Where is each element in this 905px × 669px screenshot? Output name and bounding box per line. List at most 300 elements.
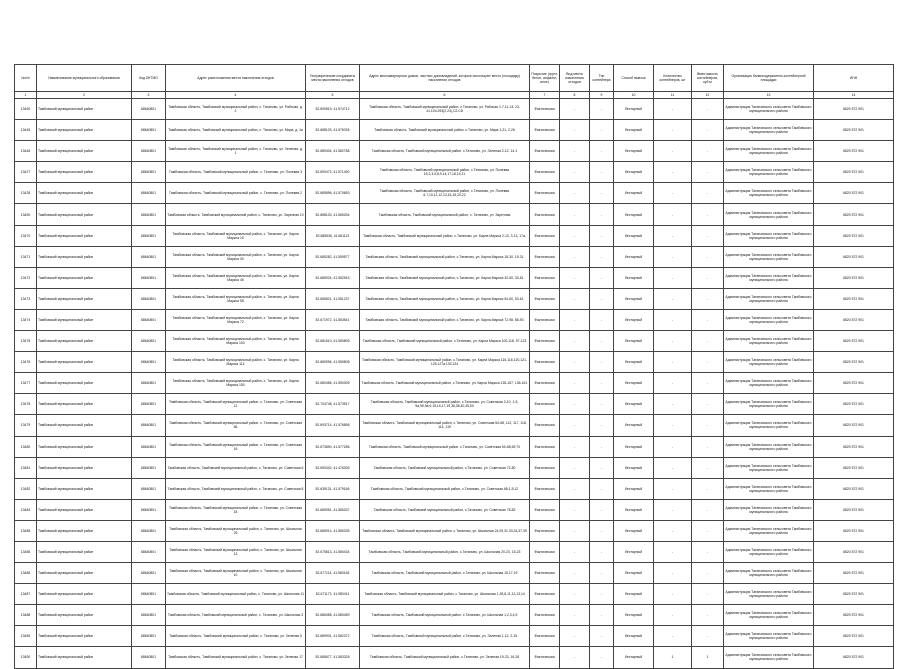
container-type-cell: - bbox=[590, 204, 614, 225]
owner-org-cell: Администрация Татановского сельсовета Тамбовского муниципального района bbox=[724, 288, 814, 309]
inn-cell: 6820 572 901 bbox=[814, 436, 894, 457]
inn-cell: 6820 572 901 bbox=[814, 478, 894, 499]
site-address-cell: Тамбовская область, Тамбовский муниципальный район, с. Татаново, ул. Карла Маркса 72 bbox=[166, 309, 306, 330]
container-type-cell: - bbox=[590, 183, 614, 204]
row-number: 13479 bbox=[15, 415, 37, 436]
site-address-cell: Тамбовская область, Тамбовский муниципальный район, с. Татаново, ул. Карла Маркса 114 bbox=[166, 352, 306, 373]
owner-org-cell: Администрация Татановского сельсовета Тамбовского муниципального района bbox=[724, 331, 814, 352]
inn-cell: 6820 572 901 bbox=[814, 120, 894, 141]
container-type-cell: - bbox=[590, 647, 614, 668]
inn-cell: 6820 572 901 bbox=[814, 162, 894, 183]
site-address-cell: Тамбовская область, Тамбовский муниципальный район, с. Татаново, ул. Школьная 13 bbox=[166, 541, 306, 562]
table-row bbox=[15, 415, 894, 436]
table-row bbox=[15, 373, 894, 394]
container-count-cell: - bbox=[654, 605, 692, 626]
container-type-cell: - bbox=[590, 141, 614, 162]
surface-cell: Фактическая bbox=[530, 436, 560, 457]
site-address-cell: Тамбовская область, Тамбовский муниципальный район, с. Татаново, ул. Школьная 3 bbox=[166, 605, 306, 626]
site-address-cell: Тамбовская область, Тамбовский муниципальный район, с. Татаново, ул. Полевая 3 bbox=[166, 162, 306, 183]
container-count-cell: - bbox=[654, 352, 692, 373]
container-volume-cell: - bbox=[692, 415, 724, 436]
site-address-cell: Тамбовская область, Тамбовский муниципальный район, с. Татаново, ул. Мира, д. 1а bbox=[166, 120, 306, 141]
coordinates-cell: 52.689404, 41.582788 bbox=[306, 141, 360, 162]
table-row bbox=[15, 499, 894, 520]
container-type-cell: - bbox=[590, 120, 614, 141]
column-number: 13 bbox=[724, 92, 814, 99]
inn-cell: 6820 572 901 bbox=[814, 183, 894, 204]
owner-org-cell: Администрация Татановского сельсовета Тамбовского муниципального района bbox=[724, 162, 814, 183]
site-kind-cell: - bbox=[560, 352, 590, 373]
inn-cell: 6820 572 901 bbox=[814, 373, 894, 394]
served-addresses-cell: Тамбовская область, Тамбовский муниципальный район, с.Татаново, ул. Карла Маркса 72-98, 85-93 bbox=[360, 309, 530, 330]
row-number: 13474 bbox=[15, 309, 37, 330]
municipality-cell: Тамбовский муниципальный район bbox=[37, 394, 132, 415]
removal-method-cell: бестарный bbox=[614, 120, 654, 141]
container-count-cell: - bbox=[654, 394, 692, 415]
municipality-cell: Тамбовский муниципальный район bbox=[37, 626, 132, 647]
container-type-cell: - bbox=[590, 457, 614, 478]
container-volume-cell: - bbox=[692, 352, 724, 373]
coordinates-cell: 52.673890, 41.577286 bbox=[306, 436, 360, 457]
container-count-cell: - bbox=[654, 436, 692, 457]
owner-org-cell: Администрация Татановского сельсовета Тамбовского муниципального района bbox=[724, 141, 814, 162]
container-count-cell: - bbox=[654, 204, 692, 225]
oktmo-cell: 68640801 bbox=[132, 309, 166, 330]
municipality-cell: Тамбовский муниципальный район bbox=[37, 246, 132, 267]
coordinates-cell: 52.671972, 41.553541 bbox=[306, 309, 360, 330]
served-addresses-cell: Тамбовская область, Тамбовский муниципальный район, с.Татаново, ул. Советская 54-68, 112, 117, 118, 114, 119 bbox=[360, 415, 530, 436]
served-addresses-cell: Тамбовская область, Тамбовский муниципальный район, с.Татаново, ул. Школьная 24,29,31,33,34,37,39 bbox=[360, 520, 530, 541]
site-kind-cell: - bbox=[560, 331, 590, 352]
coordinates-cell: 52.685924, 41.552943 bbox=[306, 267, 360, 288]
container-volume-cell: - bbox=[692, 162, 724, 183]
column-number: 1 bbox=[15, 92, 37, 99]
inn-cell: 6820 572 901 bbox=[814, 288, 894, 309]
inn-cell: 6820 572 901 bbox=[814, 499, 894, 520]
table-row bbox=[15, 331, 894, 352]
coordinates-cell: 52.688103, 41.576035 bbox=[306, 120, 360, 141]
removal-method-cell: бестарный bbox=[614, 288, 654, 309]
surface-cell: Фактическая bbox=[530, 499, 560, 520]
inn-cell: 6820 572 901 bbox=[814, 352, 894, 373]
municipality-cell: Тамбовский муниципальный район bbox=[37, 457, 132, 478]
owner-org-cell: Администрация Татановского сельсовета Тамбовского муниципального района bbox=[724, 605, 814, 626]
site-kind-cell: - bbox=[560, 457, 590, 478]
row-number: 13450 bbox=[15, 204, 37, 225]
removal-method-cell: бестарный bbox=[614, 436, 654, 457]
site-address-cell: Тамбовская область, Тамбовский муниципальный район, с. Татаново, ул. Советская 12 bbox=[166, 394, 306, 415]
oktmo-cell: 68640801 bbox=[132, 204, 166, 225]
column-header: Код ОКТМО bbox=[132, 65, 166, 92]
table-row bbox=[15, 246, 894, 267]
table-row bbox=[15, 563, 894, 584]
row-number: 13481 bbox=[15, 457, 37, 478]
site-kind-cell: - bbox=[560, 584, 590, 605]
removal-method-cell: бестарный bbox=[614, 457, 654, 478]
site-address-cell: Тамбовская область, Тамбовский муниципальный район, с. Татаново, ул. Карла Маркса 30 bbox=[166, 246, 306, 267]
surface-cell: Фактическая bbox=[530, 204, 560, 225]
municipality-cell: Тамбовский муниципальный район bbox=[37, 541, 132, 562]
row-number: 13486 bbox=[15, 541, 37, 562]
column-header: Способ вывоза bbox=[614, 65, 654, 92]
site-address-cell: Тамбовская область, Тамбовский муниципальный район, с. Татаново, ул. Зеленая 17 bbox=[166, 647, 306, 668]
served-addresses-cell: Тамбовская область, Тамбовский муниципальный район, с.Татаново, ул. Школьная 1,3б,8,11,12,13,14 bbox=[360, 584, 530, 605]
served-addresses-cell: Тамбовская область, Тамбовский муниципальный район, с.Татаново, ул. Советская 60-68,69,70 bbox=[360, 436, 530, 457]
site-kind-cell: - bbox=[560, 520, 590, 541]
table-row bbox=[15, 478, 894, 499]
row-number: 13476 bbox=[15, 352, 37, 373]
owner-org-cell: Администрация Татановского сельсовета Тамбовского муниципального района bbox=[724, 563, 814, 584]
coordinates-cell: 52.690472, 41.571490 bbox=[306, 162, 360, 183]
removal-method-cell: бестарный bbox=[614, 541, 654, 562]
column-number: 11 bbox=[654, 92, 692, 99]
row-number: 13475 bbox=[15, 331, 37, 352]
surface-cell: Фактическая bbox=[530, 331, 560, 352]
column-header: №п/п bbox=[15, 65, 37, 92]
inn-cell: 6820 572 901 bbox=[814, 141, 894, 162]
inn-cell: 6820 572 901 bbox=[814, 626, 894, 647]
row-number: 13445 bbox=[15, 120, 37, 141]
column-header: Адрес расположения места накопления отходов bbox=[166, 65, 306, 92]
register-sheet bbox=[14, 64, 893, 669]
site-address-cell: Тамбовская область, Тамбовский муниципальный район, с. Татаново, ул. Советская 16 bbox=[166, 436, 306, 457]
oktmo-cell: 68640801 bbox=[132, 373, 166, 394]
container-volume-cell: - bbox=[692, 141, 724, 162]
site-kind-cell: - bbox=[560, 394, 590, 415]
site-kind-cell: - bbox=[560, 436, 590, 457]
container-type-cell: - bbox=[590, 162, 614, 183]
oktmo-cell: 68640801 bbox=[132, 478, 166, 499]
surface-cell: Фактическая bbox=[530, 520, 560, 541]
removal-method-cell: бестарный bbox=[614, 626, 654, 647]
container-type-cell: - bbox=[590, 331, 614, 352]
oktmo-cell: 68640801 bbox=[132, 225, 166, 246]
removal-method-cell: бестарный bbox=[614, 183, 654, 204]
served-addresses-cell: Тамбовская область, Тамбовский муниципальный район, с.Татаново, ул. Карла Маркса 100-118, 97-123 bbox=[360, 331, 530, 352]
site-kind-cell: - bbox=[560, 563, 590, 584]
container-count-cell: - bbox=[654, 415, 692, 436]
container-count-cell: - bbox=[654, 141, 692, 162]
table-row bbox=[15, 457, 894, 478]
municipality-cell: Тамбовский муниципальный район bbox=[37, 267, 132, 288]
oktmo-cell: 68640801 bbox=[132, 626, 166, 647]
site-kind-cell: - bbox=[560, 499, 590, 520]
oktmo-cell: 68640801 bbox=[132, 183, 166, 204]
container-volume-cell: 1 bbox=[692, 647, 724, 668]
site-address-cell: Тамбовская область, Тамбовский муниципальный район, с. Татаново, ул. Рабочая, д. 2 bbox=[166, 99, 306, 120]
municipality-cell: Тамбовский муниципальный район bbox=[37, 183, 132, 204]
row-number: 13488 bbox=[15, 605, 37, 626]
container-count-cell: - bbox=[654, 457, 692, 478]
row-number: 13428 bbox=[15, 183, 37, 204]
column-header: Вместимость контейнеров, куб.м bbox=[692, 65, 724, 92]
container-volume-cell: - bbox=[692, 225, 724, 246]
table-row bbox=[15, 584, 894, 605]
municipality-cell: Тамбовский муниципальный район bbox=[37, 288, 132, 309]
removal-method-cell: бестарный bbox=[614, 394, 654, 415]
container-volume-cell: - bbox=[692, 499, 724, 520]
municipality-cell: Тамбовский муниципальный район bbox=[37, 309, 132, 330]
removal-method-cell: бестарный bbox=[614, 352, 654, 373]
container-volume-cell: - bbox=[692, 626, 724, 647]
owner-org-cell: Администрация Татановского сельсовета Тамбовского муниципального района bbox=[724, 204, 814, 225]
coordinates-cell: 52.671172, 41.980411 bbox=[306, 584, 360, 605]
surface-cell: Фактическая bbox=[530, 162, 560, 183]
container-type-cell: - bbox=[590, 541, 614, 562]
inn-cell: 6820 572 901 bbox=[814, 331, 894, 352]
served-addresses-cell: Тамбовская область, Тамбовский муниципальный район, с.Татаново, ул. Советская 2-10, 1-5, 9а,9б,9в,9,15,16,17,19,36,38,40,45,50 bbox=[360, 394, 530, 415]
served-addresses-cell: Тамбовская область, Тамбовский муниципальный район, с.Татаново, ул. Карла Маркса 18-30, 19-31 bbox=[360, 246, 530, 267]
table-row bbox=[15, 204, 894, 225]
coordinates-cell: 52.685951, 41.580337 bbox=[306, 499, 360, 520]
column-number: 5 bbox=[306, 92, 360, 99]
container-volume-cell: - bbox=[692, 120, 724, 141]
row-number: 13486 bbox=[15, 563, 37, 584]
row-number: 13487 bbox=[15, 584, 37, 605]
site-kind-cell: - bbox=[560, 478, 590, 499]
served-addresses-cell: Тамбовская область, Тамбовский муниципальный район, с.Татаново, ул. Карла Маркса 116,118,120,121-125,127а,133,134 bbox=[360, 352, 530, 373]
owner-org-cell: Администрация Татановского сельсовета Тамбовского муниципального района bbox=[724, 647, 814, 668]
oktmo-cell: 68640801 bbox=[132, 499, 166, 520]
row-number: 13450 bbox=[15, 99, 37, 120]
container-count-cell: - bbox=[654, 246, 692, 267]
site-address-cell: Тамбовская область, Тамбовский муниципальный район, с. Татаново, ул. Зеленая 5 bbox=[166, 626, 306, 647]
coordinates-cell: 52.685821, 41.551237 bbox=[306, 288, 360, 309]
owner-org-cell: Администрация Татановского сельсовета Тамбовского муниципального района bbox=[724, 478, 814, 499]
column-number: 12 bbox=[692, 92, 724, 99]
container-type-cell: - bbox=[590, 605, 614, 626]
row-number: 13427 bbox=[15, 162, 37, 183]
removal-method-cell: бестарный bbox=[614, 373, 654, 394]
owner-org-cell: Администрация Татановского сельсовета Тамбовского муниципального района bbox=[724, 394, 814, 415]
inn-cell: 6820 572 901 bbox=[814, 204, 894, 225]
served-addresses-cell: Тамбовская область, Тамбовский муниципальный район, с.Татаново, ул. Карла Маркса 32-50, 33-51 bbox=[360, 267, 530, 288]
container-count-cell: - bbox=[654, 373, 692, 394]
column-number: 3 bbox=[132, 92, 166, 99]
container-count-cell: - bbox=[654, 541, 692, 562]
served-addresses-cell: Тамбовская область, Тамбовский муниципальный район, с.Татаново, ул. Зеленая 1-12, 2-15 bbox=[360, 626, 530, 647]
table-body bbox=[15, 99, 894, 669]
container-volume-cell: - bbox=[692, 309, 724, 330]
table-row bbox=[15, 626, 894, 647]
column-header: Покрытие (грунт, бетон, асфальт, иное) bbox=[530, 65, 560, 92]
row-number: 13490 bbox=[15, 647, 37, 668]
removal-method-cell: бестарный bbox=[614, 246, 654, 267]
container-volume-cell: - bbox=[692, 267, 724, 288]
container-count-cell: - bbox=[654, 520, 692, 541]
column-header: Вид места накопления отходов bbox=[560, 65, 590, 92]
container-volume-cell: - bbox=[692, 183, 724, 204]
removal-method-cell: бестарный bbox=[614, 331, 654, 352]
row-number: 13472 bbox=[15, 267, 37, 288]
container-count-cell: - bbox=[654, 499, 692, 520]
container-volume-cell: - bbox=[692, 605, 724, 626]
row-number: 13485 bbox=[15, 520, 37, 541]
container-count-cell: - bbox=[654, 162, 692, 183]
table-row bbox=[15, 288, 894, 309]
site-address-cell: Тамбовская область, Тамбовский муниципальный район, с. Татаново, ул. Заречная 10 bbox=[166, 204, 306, 225]
surface-cell: Фактическая bbox=[530, 563, 560, 584]
coordinates-cell: 52.685282, 41.559577 bbox=[306, 246, 360, 267]
served-addresses-cell: Тамбовская область, Тамбовский муниципальный район, с.Татаново, ул. Советская 78-83 bbox=[360, 499, 530, 520]
container-type-cell: - bbox=[590, 478, 614, 499]
container-count-cell: - bbox=[654, 288, 692, 309]
column-header: Наименование муниципального образования bbox=[37, 65, 132, 92]
owner-org-cell: Администрация Татановского сельсовета Тамбовского муниципального района bbox=[724, 520, 814, 541]
site-kind-cell: - bbox=[560, 246, 590, 267]
surface-cell: Фактическая bbox=[530, 626, 560, 647]
table-row bbox=[15, 647, 894, 668]
surface-cell: Фактическая bbox=[530, 647, 560, 668]
row-number: 13478 bbox=[15, 394, 37, 415]
surface-cell: Фактическая bbox=[530, 415, 560, 436]
container-count-cell: - bbox=[654, 563, 692, 584]
site-kind-cell: - bbox=[560, 541, 590, 562]
site-address-cell: Тамбовская область, Тамбовский муниципальный район, с. Татаново, ул. Школьная 11 bbox=[166, 584, 306, 605]
site-kind-cell: - bbox=[560, 605, 590, 626]
inn-cell: 6820 572 901 bbox=[814, 584, 894, 605]
column-header: Адрес многоквартирных домов, частных домовладений, которые используют место (площадку) накопления отходов bbox=[360, 65, 530, 92]
oktmo-cell: 68640801 bbox=[132, 120, 166, 141]
container-count-cell: - bbox=[654, 309, 692, 330]
municipality-cell: Тамбовский муниципальный район bbox=[37, 499, 132, 520]
inn-cell: 6820 572 901 bbox=[814, 563, 894, 584]
oktmo-cell: 68640801 bbox=[132, 647, 166, 668]
container-count-cell: - bbox=[654, 225, 692, 246]
oktmo-cell: 68640801 bbox=[132, 563, 166, 584]
oktmo-cell: 68640801 bbox=[132, 141, 166, 162]
container-volume-cell: - bbox=[692, 394, 724, 415]
table-row bbox=[15, 99, 894, 120]
container-count-cell: - bbox=[654, 331, 692, 352]
column-header: Географические координаты места накопления отходов bbox=[306, 65, 360, 92]
container-volume-cell: - bbox=[692, 563, 724, 584]
owner-org-cell: Администрация Татановского сельсовета Тамбовского муниципального района bbox=[724, 267, 814, 288]
surface-cell: Фактическая bbox=[530, 99, 560, 120]
municipality-cell: Тамбовский муниципальный район bbox=[37, 120, 132, 141]
container-volume-cell: - bbox=[692, 288, 724, 309]
site-kind-cell: - bbox=[560, 267, 590, 288]
container-volume-cell: - bbox=[692, 584, 724, 605]
container-count-cell: - bbox=[654, 120, 692, 141]
container-volume-cell: - bbox=[692, 331, 724, 352]
site-address-cell: Тамбовская область, Тамбовский муниципальный район, с. Татаново, ул. Советская 18 bbox=[166, 499, 306, 520]
container-type-cell: - bbox=[590, 99, 614, 120]
container-volume-cell: - bbox=[692, 246, 724, 267]
row-number: 13477 bbox=[15, 373, 37, 394]
municipality-cell: Тамбовский муниципальный район bbox=[37, 605, 132, 626]
served-addresses-cell: Тамбовская область, Тамбовский муниципальный район, с.Татаново, ул. Полевая 6,7,10,11,12,13,15,16,20,22 bbox=[360, 183, 530, 204]
container-count-cell: 1 bbox=[654, 647, 692, 668]
column-number: 9 bbox=[590, 92, 614, 99]
site-address-cell: Тамбовская область, Тамбовский муниципальный район, с. Татаново, ул. Полевая 2 bbox=[166, 183, 306, 204]
removal-method-cell: бестарный bbox=[614, 225, 654, 246]
table-row bbox=[15, 541, 894, 562]
municipality-cell: Тамбовский муниципальный район bbox=[37, 478, 132, 499]
row-number: 13446 bbox=[15, 141, 37, 162]
container-volume-cell: - bbox=[692, 436, 724, 457]
removal-method-cell: бестарный bbox=[614, 267, 654, 288]
site-address-cell: Тамбовская область, Тамбовский муниципальный район, с. Татаново, ул. Школьная 25 bbox=[166, 520, 306, 541]
surface-cell: Фактическая bbox=[530, 267, 560, 288]
row-number: 13470 bbox=[15, 225, 37, 246]
served-addresses-cell: Тамбовская область, Тамбовский муниципальный район, с.Татаново, ул. Зеленая 2-12, 14-1 bbox=[360, 141, 530, 162]
column-number: 2 bbox=[37, 92, 132, 99]
coordinates-cell: 52.677114, 41.580163 bbox=[306, 563, 360, 584]
site-kind-cell: - bbox=[560, 225, 590, 246]
container-count-cell: - bbox=[654, 478, 692, 499]
coordinates-cell: 52.680456, 41.550305 bbox=[306, 373, 360, 394]
coordinates-cell: 52.689896, 41.570653 bbox=[306, 183, 360, 204]
served-addresses-cell: Тамбовская область, Тамбовский муниципальный район, с.Татаново, ул. Школьная 1,2,3,4,5 bbox=[360, 605, 530, 626]
table-row bbox=[15, 309, 894, 330]
surface-cell: Фактическая bbox=[530, 352, 560, 373]
surface-cell: Фактическая bbox=[530, 288, 560, 309]
site-address-cell: Тамбовская область, Тамбовский муниципальный район, с. Татаново, ул. Советская 6 bbox=[166, 457, 306, 478]
coordinates-cell: 52.690342, 41.476305 bbox=[306, 457, 360, 478]
coordinates-cell: 52.686358, 41.580489 bbox=[306, 605, 360, 626]
site-kind-cell: - bbox=[560, 99, 590, 120]
served-addresses-cell: Тамбовская область, Тамбовский муниципальный район, с.Татаново, ул. Школьная 20-23, 15-23 bbox=[360, 541, 530, 562]
column-number-row bbox=[15, 92, 894, 99]
container-volume-cell: - bbox=[692, 520, 724, 541]
owner-org-cell: Администрация Татановского сельсовета Тамбовского муниципального района bbox=[724, 541, 814, 562]
owner-org-cell: Администрация Татановского сельсовета Тамбовского муниципального района bbox=[724, 225, 814, 246]
container-type-cell: - bbox=[590, 225, 614, 246]
coordinates-cell: 52.639131, 41.579166 bbox=[306, 478, 360, 499]
surface-cell: Фактическая bbox=[530, 120, 560, 141]
oktmo-cell: 68640801 bbox=[132, 520, 166, 541]
served-addresses-cell: Тамбовская область, Тамбовский муниципальный район, с.Татаново, ул. Полевая 1б,2,3,5,8,9,14,17,18,19,21 bbox=[360, 162, 530, 183]
removal-method-cell: бестарный bbox=[614, 605, 654, 626]
container-volume-cell: - bbox=[692, 541, 724, 562]
inn-cell: 6820 572 901 bbox=[814, 647, 894, 668]
coordinates-cell: 52.693714, 41.576898 bbox=[306, 415, 360, 436]
column-number: 7 bbox=[530, 92, 560, 99]
table-row bbox=[15, 267, 894, 288]
container-type-cell: - bbox=[590, 246, 614, 267]
waste-sites-table bbox=[14, 64, 894, 669]
header-row bbox=[15, 65, 894, 92]
oktmo-cell: 68640801 bbox=[132, 415, 166, 436]
container-count-cell: - bbox=[654, 99, 692, 120]
inn-cell: 6820 572 901 bbox=[814, 225, 894, 246]
owner-org-cell: Администрация Татановского сельсовета Тамбовского муниципального района bbox=[724, 457, 814, 478]
container-type-cell: - bbox=[590, 499, 614, 520]
owner-org-cell: Администрация Татановского сельсовета Тамбовского муниципального района bbox=[724, 120, 814, 141]
oktmo-cell: 68640801 bbox=[132, 331, 166, 352]
owner-org-cell: Администрация Татановского сельсовета Тамбовского муниципального района bbox=[724, 352, 814, 373]
surface-cell: Фактическая bbox=[530, 457, 560, 478]
coordinates-cell: 52.675813, 41.580434 bbox=[306, 541, 360, 562]
oktmo-cell: 68640801 bbox=[132, 246, 166, 267]
coordinates-cell: 52.689901, 41.582372 bbox=[306, 626, 360, 647]
site-address-cell: Тамбовская область, Тамбовский муниципальный район, с. Татаново, ул. Карла Маркса 150 bbox=[166, 373, 306, 394]
coordinates-cell: 52.690819, 41.574712 bbox=[306, 99, 360, 120]
oktmo-cell: 68640801 bbox=[132, 352, 166, 373]
table-row bbox=[15, 183, 894, 204]
table-header bbox=[15, 65, 894, 99]
site-address-cell: Тамбовская область, Тамбовский муниципальный район, с. Татаново, ул. Советская 56 bbox=[166, 415, 306, 436]
oktmo-cell: 68640801 bbox=[132, 162, 166, 183]
column-number: 8 bbox=[560, 92, 590, 99]
municipality-cell: Тамбовский муниципальный район bbox=[37, 204, 132, 225]
removal-method-cell: бестарный bbox=[614, 309, 654, 330]
municipality-cell: Тамбовский муниципальный район bbox=[37, 162, 132, 183]
container-type-cell: - bbox=[590, 309, 614, 330]
surface-cell: Фактическая bbox=[530, 584, 560, 605]
oktmo-cell: 68640801 bbox=[132, 99, 166, 120]
